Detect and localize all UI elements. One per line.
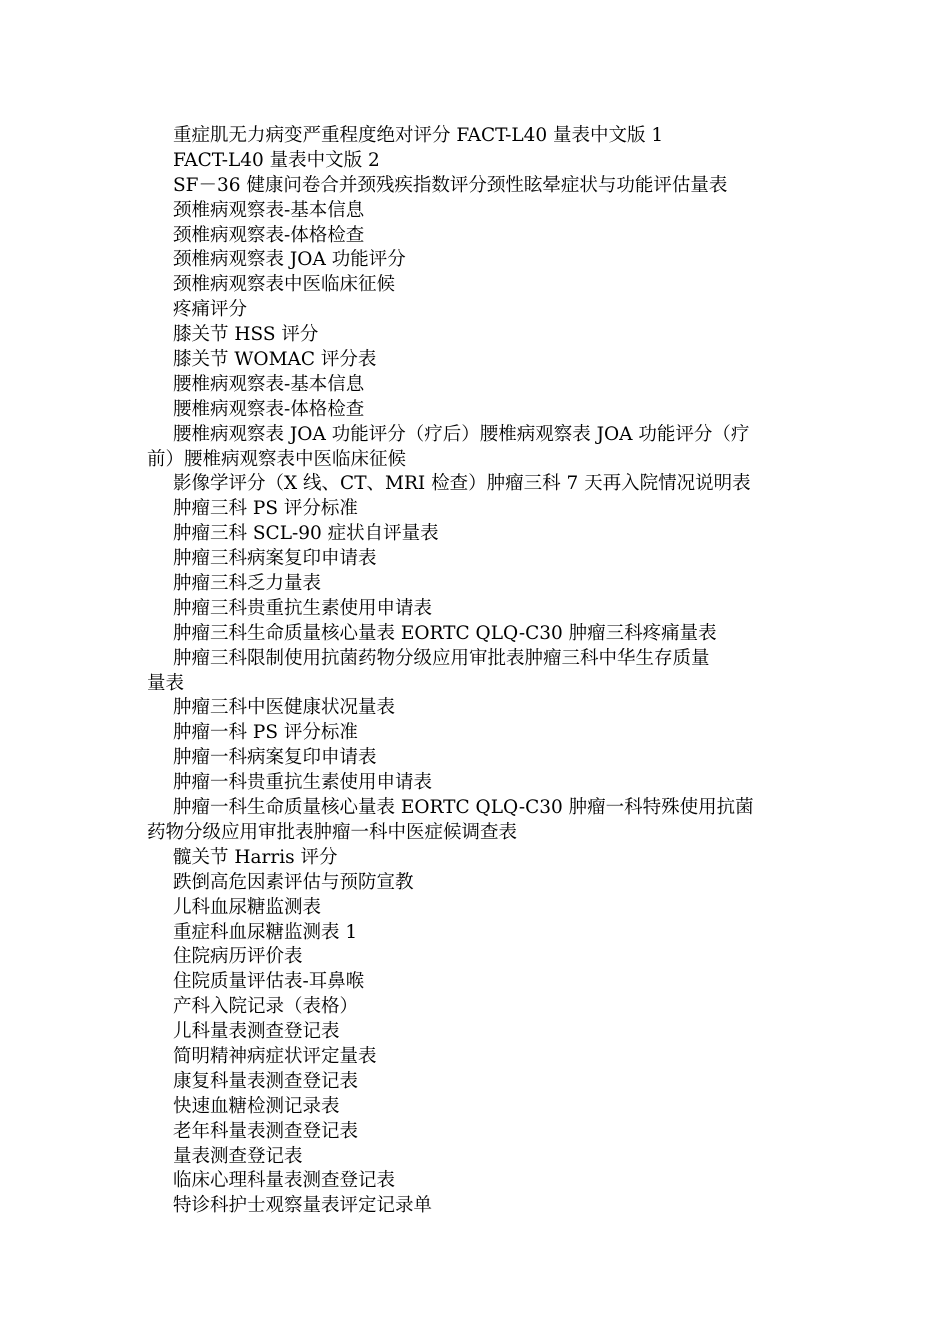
text-line: 产科入院记录（表格） — [173, 996, 359, 1018]
text-line: 腰椎病观察表 JOA 功能评分（疗后）腰椎病观察表 JOA 功能评分（疗 — [173, 423, 750, 445]
text-line: 肿瘤一科 PS 评分标准 — [173, 722, 358, 744]
text-line: 临床心理科量表测查登记表 — [173, 1170, 396, 1192]
text-line: 影像学评分（X 线、CT、MRI 检查）肿瘤三科 7 天再入院情况说明表 — [173, 473, 751, 495]
text-line: 膝关节 HSS 评分 — [173, 324, 319, 346]
text-line: 重症科血尿糖监测表 1 — [173, 921, 358, 943]
text-line: 肿瘤三科生命质量核心量表 EORTC QLQ-C30 肿瘤三科疼痛量表 — [173, 622, 717, 644]
text-line-continuation: 药物分级应用审批表肿瘤一科中医症候调查表 — [147, 821, 518, 843]
text-line: 疼痛评分 — [173, 299, 248, 321]
text-line: 跌倒高危因素评估与预防宣教 — [173, 871, 414, 893]
text-line: 颈椎病观察表 JOA 功能评分 — [173, 249, 406, 271]
text-line: 肿瘤一科病案复印申请表 — [173, 747, 377, 769]
text-line: 老年科量表测查登记表 — [173, 1120, 359, 1142]
text-line: 膝关节 WOMAC 评分表 — [173, 349, 377, 371]
text-line: 腰椎病观察表-体格检查 — [173, 398, 365, 420]
text-line: 肿瘤三科贵重抗生素使用申请表 — [173, 597, 433, 619]
text-line: 腰椎病观察表-基本信息 — [173, 373, 365, 395]
text-line: 肿瘤三科病案复印申请表 — [173, 548, 377, 570]
text-line: SF－36 健康问卷合并颈残疾指数评分颈性眩晕症状与功能评估量表 — [173, 174, 728, 196]
text-line: 颈椎病观察表中医临床征候 — [173, 274, 396, 296]
text-line: 康复科量表测查登记表 — [173, 1070, 359, 1092]
text-line: 量表测查登记表 — [173, 1145, 303, 1167]
text-line-continuation: 前）腰椎病观察表中医临床征候 — [147, 448, 407, 470]
text-line: 住院病历评价表 — [173, 946, 303, 968]
text-line: 颈椎病观察表-体格检查 — [173, 224, 365, 246]
text-line: 重症肌无力病变严重程度绝对评分 FACT-L40 量表中文版 1 — [173, 125, 664, 146]
text-line: 肿瘤三科乏力量表 — [173, 573, 322, 595]
text-line: 肿瘤一科贵重抗生素使用申请表 — [173, 772, 433, 794]
text-line: 肿瘤三科限制使用抗菌药物分级应用审批表肿瘤三科中华生存质量 — [173, 647, 710, 669]
text-line: 住院质量评估表-耳鼻喉 — [173, 971, 365, 993]
text-line-continuation: 量表 — [147, 672, 185, 694]
text-line: FACT-L40 量表中文版 2 — [173, 149, 380, 171]
text-line: 肿瘤三科中医健康状况量表 — [173, 697, 396, 719]
text-line: 快速血糖检测记录表 — [173, 1095, 340, 1117]
text-line: 肿瘤三科 PS 评分标准 — [173, 498, 358, 520]
text-line: 髋关节 Harris 评分 — [173, 846, 338, 868]
text-line: 简明精神病症状评定量表 — [173, 1045, 377, 1067]
document-page — [147, 124, 807, 1219]
text-line: 肿瘤三科 SCL-90 症状自评量表 — [173, 523, 439, 545]
text-line: 儿科量表测查登记表 — [173, 1021, 340, 1043]
text-line: 特诊科护士观察量表评定记录单 — [173, 1195, 433, 1217]
text-line: 颈椎病观察表-基本信息 — [173, 199, 365, 221]
text-line: 肿瘤一科生命质量核心量表 EORTC QLQ-C30 肿瘤一科特殊使用抗菌 — [173, 797, 754, 819]
text-line: 儿科血尿糖监测表 — [173, 896, 322, 918]
